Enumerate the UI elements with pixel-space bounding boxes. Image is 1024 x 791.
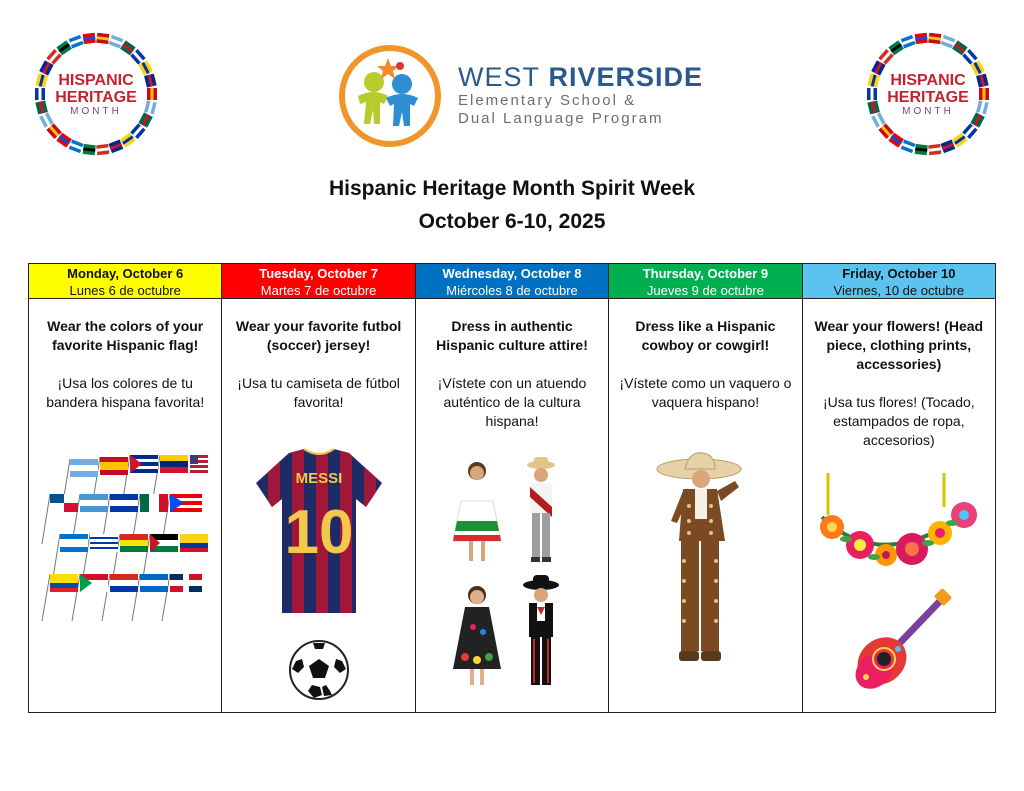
school-name xyxy=(458,62,703,128)
day-body xyxy=(609,299,801,712)
flags-image xyxy=(29,449,221,624)
theme-es: ¡Vístete con un atuendo auténtico de la cultura hispana! xyxy=(437,375,587,429)
soccer-jersey-icon xyxy=(254,447,384,617)
day-column-friday xyxy=(803,264,995,712)
day-body xyxy=(29,299,221,712)
day-header xyxy=(609,264,801,299)
day-name-en: Monday, October 6 xyxy=(67,266,184,281)
theme-en: Dress in authentic Hispanic culture attire! xyxy=(436,318,588,353)
badge-line-1: HISPANIC xyxy=(58,72,134,89)
flower-garland-icon xyxy=(814,467,984,587)
theme-es: ¡Vístete como un vaquero o vaquera hispano! xyxy=(619,375,792,410)
day-column-monday xyxy=(29,264,222,712)
day-name-en: Friday, October 10 xyxy=(842,266,956,281)
day-body xyxy=(416,299,608,712)
theme-en: Wear your favorite futbol (soccer) jersey! xyxy=(235,318,402,353)
charro-boy-icon xyxy=(655,451,755,666)
day-column-thursday xyxy=(609,264,802,712)
day-name-es: Jueves 9 de octubre xyxy=(646,283,764,298)
theme-en: Wear your flowers! (Head piece, clothing prints, accessories) xyxy=(814,318,984,372)
day-header xyxy=(416,264,608,299)
day-name-es: Martes 7 de octubre xyxy=(260,283,377,298)
day-column-tuesday xyxy=(222,264,415,712)
hispanic-heritage-badge-right xyxy=(862,28,994,160)
badge-line-2: HERITAGE xyxy=(887,89,969,106)
badge-text xyxy=(30,72,162,118)
school-subtitle-1: Elementary School & xyxy=(458,92,637,109)
soccer-ball-image xyxy=(222,639,414,701)
jersey-number: 10 xyxy=(284,498,354,567)
school-name-riverside: RIVERSIDE xyxy=(548,62,704,92)
theme-en: Dress like a Hispanic cowboy or cowgirl! xyxy=(635,318,776,353)
children-logo-icon xyxy=(338,44,448,148)
day-name-en: Thursday, October 9 xyxy=(642,266,769,281)
day-header xyxy=(29,264,221,299)
school-logo xyxy=(338,44,704,148)
badge-line-2: HERITAGE xyxy=(55,89,137,106)
day-column-wednesday xyxy=(416,264,609,712)
badge-line-3: MONTH xyxy=(902,106,954,117)
guitar-image xyxy=(803,589,995,699)
theme-es: ¡Usa tu camiseta de fútbol favorita! xyxy=(237,375,400,410)
page-title: Hispanic Heritage Month Spirit Week xyxy=(328,177,695,200)
day-name-es: Lunes 6 de octubre xyxy=(69,283,181,298)
theme-en: Wear the colors of your favorite Hispanic flag! xyxy=(47,318,204,353)
guitar-icon xyxy=(844,589,954,699)
hispanic-heritage-badge-left xyxy=(30,28,162,160)
theme-es: ¡Usa los colores de tu bandera hispana favorita! xyxy=(46,375,205,410)
spirit-week-table xyxy=(28,263,996,713)
school-name-west: WEST xyxy=(458,62,540,92)
children-traditional-attire-icon xyxy=(447,457,577,697)
flower-garland-image xyxy=(803,467,995,587)
day-name-en: Wednesday, October 8 xyxy=(442,266,582,281)
charro-image xyxy=(609,451,801,666)
theme-es: ¡Usa tus flores! (Tocado, estampados de ropa, accesorios) xyxy=(822,394,975,448)
flags-icon xyxy=(40,449,210,624)
badge-text xyxy=(862,72,994,118)
jersey-image xyxy=(222,447,414,617)
day-name-en: Tuesday, October 7 xyxy=(259,266,378,281)
badge-line-3: MONTH xyxy=(70,106,122,117)
day-header xyxy=(803,264,995,299)
page-dates: October 6-10, 2025 xyxy=(418,210,606,233)
traditional-attire-image xyxy=(416,457,608,697)
jersey-name: MESSI xyxy=(295,470,342,487)
school-subtitle-2: Dual Language Program xyxy=(458,110,664,127)
badge-line-1: HISPANIC xyxy=(890,72,966,89)
day-name-es: Viernes, 10 de octubre xyxy=(833,283,965,298)
soccer-ball-icon xyxy=(288,639,350,701)
day-body xyxy=(222,299,414,712)
day-header xyxy=(222,264,414,299)
day-name-es: Miércoles 8 de octubre xyxy=(446,283,578,298)
day-body xyxy=(803,299,995,712)
